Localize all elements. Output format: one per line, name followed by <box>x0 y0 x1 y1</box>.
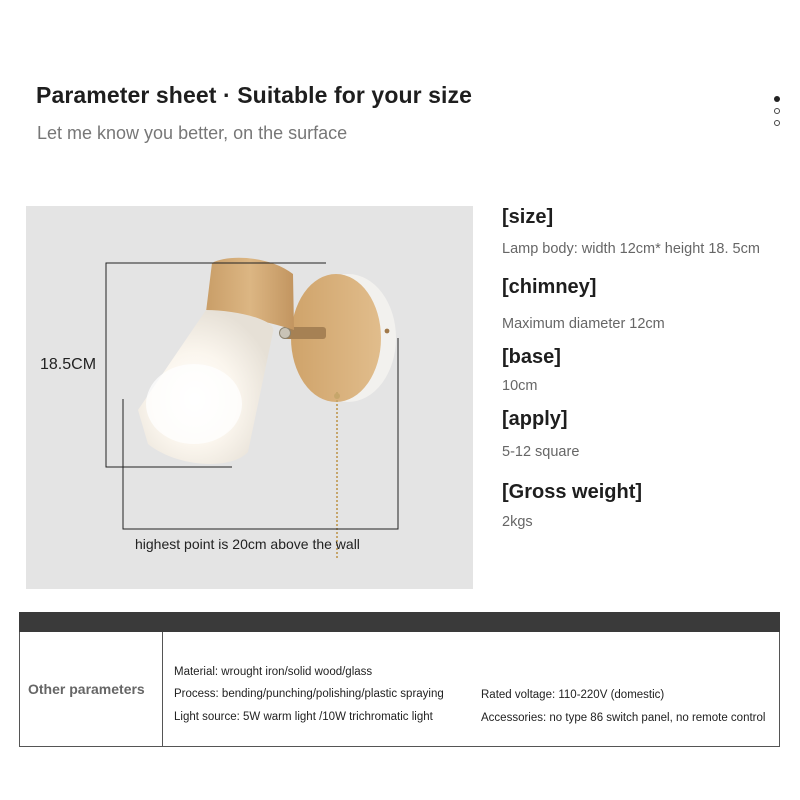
spec-base <box>502 346 561 369</box>
spec-label: [Gross weight] <box>502 481 643 503</box>
table-header-bar <box>19 612 780 632</box>
spec-size <box>502 206 553 229</box>
rated-voltage-cell: Rated voltage: 110-220V (domestic) <box>481 689 665 701</box>
spec-apply <box>502 408 568 431</box>
page-title: Parameter sheet · Suitable for your size <box>36 82 473 108</box>
spec-value: 2kgs <box>502 514 533 530</box>
table-heading-cell <box>20 632 163 746</box>
spec-label: [chimney] <box>502 276 597 298</box>
spec-label: [base] <box>502 346 561 368</box>
spec-value: 5-12 square <box>502 444 580 460</box>
material-cell: Material: wrought iron/solid wood/glass <box>174 666 373 678</box>
wall-lamp-image <box>26 206 473 589</box>
spec-chimney <box>502 276 596 299</box>
spec-value: Lamp body: width 12cm* height 18. 5cm <box>502 241 760 257</box>
page-dot <box>774 120 780 126</box>
product-photo <box>26 206 473 589</box>
light-source-cell: Light source: 5W warm light /10W trichromatic light <box>174 711 433 723</box>
height-dimension-label: 18.5CM <box>40 356 97 373</box>
page-dot <box>774 108 780 114</box>
spec-gross-weight <box>502 481 642 504</box>
page-indicator <box>774 96 784 130</box>
spec-value: Maximum diameter 12cm <box>502 316 665 332</box>
accessories-cell: Accessories: no type 86 switch panel, no remote control <box>481 712 766 724</box>
top-dimension-label: highest point is 20cm above the wall <box>135 536 360 552</box>
spec-label: [apply] <box>502 408 568 430</box>
other-parameters-heading: Other parameters <box>28 681 145 697</box>
other-parameters-table <box>19 632 780 747</box>
page-dot-active <box>774 96 780 102</box>
process-cell: Process: bending/punching/polishing/plastic spraying <box>174 688 444 700</box>
spec-label: [size] <box>502 206 554 228</box>
page-subtitle: Let me know you better, on the surface <box>37 123 348 143</box>
spec-value: 10cm <box>502 378 538 394</box>
